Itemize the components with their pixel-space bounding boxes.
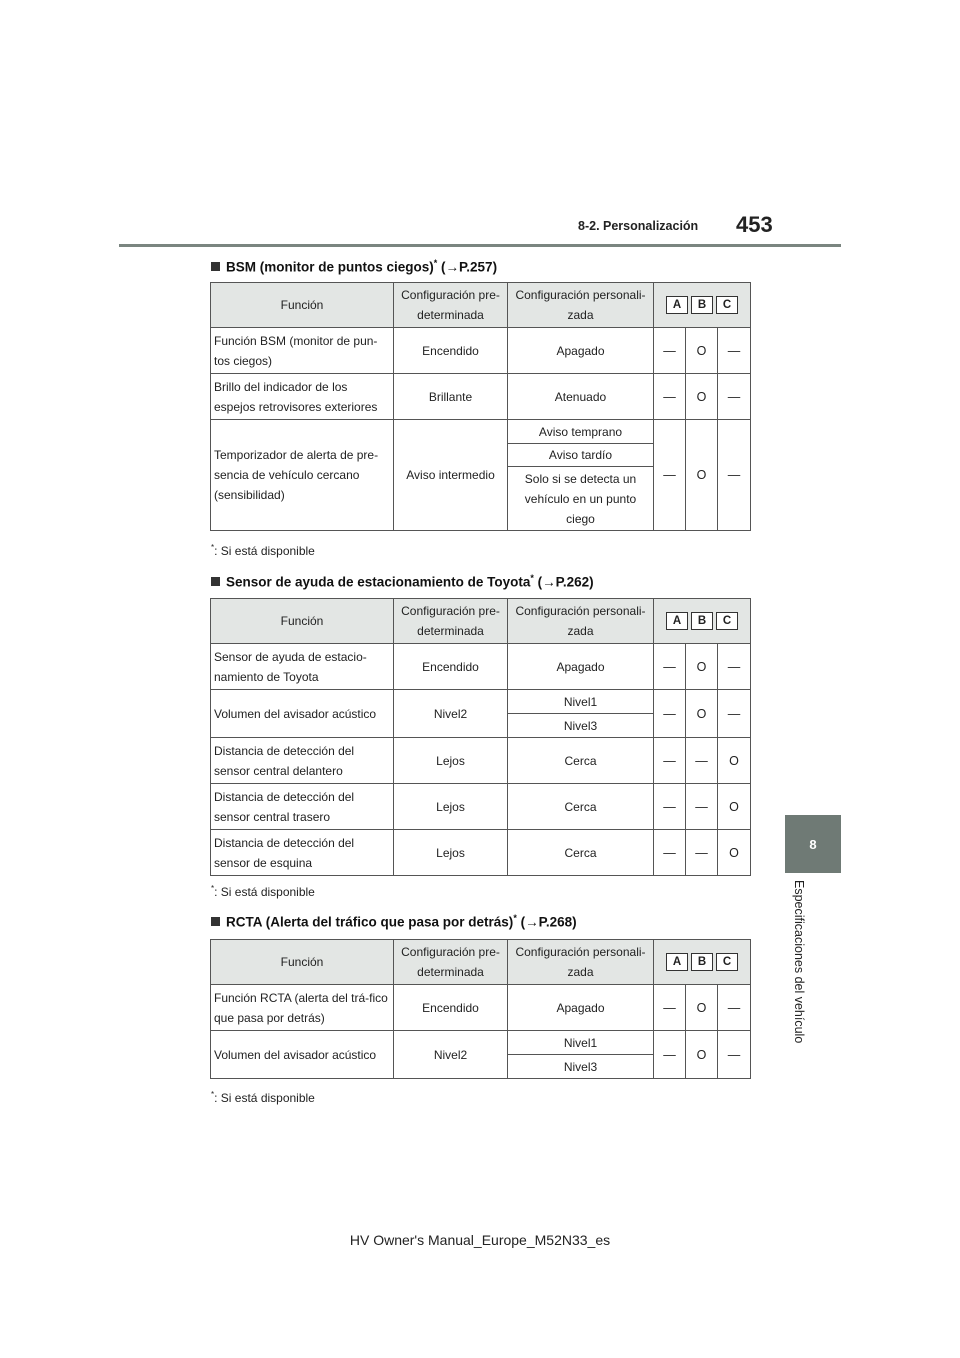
- col-header-abc: [654, 940, 751, 985]
- table-header-row: [211, 599, 751, 644]
- section-title-text: Sensor de ayuda de estacionamiento de Toyota: [226, 574, 531, 590]
- cell-b: O: [686, 328, 718, 374]
- cell-a: —: [654, 690, 686, 738]
- table-row: [211, 690, 751, 714]
- square-bullet-icon: [211, 262, 220, 271]
- asterisk: *: [530, 573, 534, 583]
- footnote-text: : Si está disponible: [214, 885, 315, 899]
- cell-funcion: Distancia de detección del sensor central trasero: [211, 784, 394, 830]
- col-header-funcion: Función: [211, 599, 394, 644]
- cell-a: —: [654, 420, 686, 531]
- cell-predeterminada: Nivel2: [394, 690, 508, 738]
- cell-a: —: [654, 374, 686, 420]
- cell-funcion: Sensor de ayuda de estacio-namiento de Toyota: [211, 644, 394, 690]
- footer-manual-name: HV Owner's Manual_Europe_M52N33_es: [349, 1232, 611, 1248]
- square-bullet-icon: [211, 577, 220, 586]
- cell-predeterminada: Encendido: [394, 328, 508, 374]
- col-header-funcion: Función: [211, 283, 394, 328]
- section-label: 8-2. Personalización: [578, 219, 699, 233]
- table-bsm: [210, 282, 751, 531]
- page-reference: (→P.268): [520, 914, 577, 930]
- table-header-row: [211, 940, 751, 985]
- cell-personalizada: Cerca: [508, 830, 654, 876]
- table-parking-sensor: [210, 598, 751, 876]
- cell-personalizada: Cerca: [508, 784, 654, 830]
- box-b: B: [691, 953, 713, 971]
- table-row: [211, 830, 751, 876]
- box-a: A: [666, 612, 688, 630]
- cell-personalizada: Nivel1: [508, 1031, 654, 1055]
- table-row: [211, 420, 751, 444]
- section-title-parking-sensor: [211, 573, 594, 590]
- box-c: C: [716, 296, 738, 314]
- table-row: [211, 738, 751, 784]
- table-row: [211, 644, 751, 690]
- box-c: C: [716, 953, 738, 971]
- table-row: [211, 784, 751, 830]
- page-reference: (→P.262): [537, 574, 594, 590]
- col-header-personalizada: Configuración personali-zada: [508, 283, 654, 328]
- asterisk: *: [513, 913, 517, 923]
- asterisk: *: [433, 258, 438, 268]
- cell-c: —: [718, 328, 751, 374]
- cell-a: —: [654, 985, 686, 1031]
- chapter-title: Especificaciones del vehículo: [792, 880, 806, 1044]
- cell-personalizada: Apagado: [508, 328, 654, 374]
- cell-c: —: [718, 985, 751, 1031]
- cell-b: —: [686, 738, 718, 784]
- cell-predeterminada: Encendido: [394, 985, 508, 1031]
- footnote: [211, 1090, 315, 1105]
- col-header-abc: [654, 283, 751, 328]
- cell-predeterminada: Lejos: [394, 738, 508, 784]
- cell-predeterminada: Brillante: [394, 374, 508, 420]
- cell-personalizada: Solo si se detecta un vehículo en un punto ciego: [508, 467, 654, 531]
- cell-b: O: [686, 644, 718, 690]
- cell-predeterminada: Nivel2: [394, 1031, 508, 1079]
- cell-funcion: Distancia de detección del sensor de esquina: [211, 830, 394, 876]
- cell-predeterminada: Aviso intermedio: [394, 420, 508, 531]
- cell-c: —: [718, 690, 751, 738]
- cell-b: O: [686, 1031, 718, 1079]
- square-bullet-icon: [211, 917, 220, 926]
- box-b: B: [691, 612, 713, 630]
- table-header-row: [211, 283, 751, 328]
- cell-predeterminada: Lejos: [394, 784, 508, 830]
- cell-a: —: [654, 830, 686, 876]
- box-b: B: [691, 296, 713, 314]
- table-row: [211, 328, 751, 374]
- footnote-mark: *: [211, 1090, 215, 1099]
- cell-funcion: Función BSM (monitor de pun-tos ciegos): [211, 328, 394, 374]
- footnote-mark: *: [211, 543, 215, 552]
- cell-a: —: [654, 328, 686, 374]
- cell-b: —: [686, 784, 718, 830]
- cell-personalizada: Apagado: [508, 644, 654, 690]
- cell-personalizada: Apagado: [508, 985, 654, 1031]
- col-header-abc: [654, 599, 751, 644]
- cell-b: O: [686, 374, 718, 420]
- col-header-predeterminada: Configuración pre-determinada: [394, 940, 508, 985]
- cell-funcion: Función RCTA (alerta del trá-fico que pasa por detrás): [211, 985, 394, 1031]
- cell-funcion: Volumen del avisador acústico: [211, 690, 394, 738]
- section-title-text: BSM (monitor de puntos ciegos): [226, 259, 434, 275]
- cell-c: O: [718, 784, 751, 830]
- col-header-funcion: Función: [211, 940, 394, 985]
- footnote-mark: *: [211, 884, 215, 893]
- table-row: [211, 374, 751, 420]
- cell-personalizada: Atenuado: [508, 374, 654, 420]
- cell-predeterminada: Encendido: [394, 644, 508, 690]
- col-header-predeterminada: Configuración pre-determinada: [394, 283, 508, 328]
- footnote: [211, 884, 315, 899]
- cell-funcion: Distancia de detección del sensor central delantero: [211, 738, 394, 784]
- footnote-text: : Si está disponible: [214, 544, 315, 558]
- page-reference: (→P.257): [441, 259, 498, 275]
- col-header-personalizada: Configuración personali-zada: [508, 940, 654, 985]
- box-a: A: [666, 953, 688, 971]
- table-rcta: [210, 939, 751, 1079]
- cell-predeterminada: Lejos: [394, 830, 508, 876]
- cell-a: —: [654, 644, 686, 690]
- cell-personalizada: Aviso tardío: [508, 444, 654, 467]
- box-c: C: [716, 612, 738, 630]
- cell-funcion: Volumen del avisador acústico: [211, 1031, 394, 1079]
- cell-c: O: [718, 830, 751, 876]
- cell-c: —: [718, 374, 751, 420]
- footnote-text: : Si está disponible: [214, 1091, 315, 1105]
- cell-personalizada: Nivel3: [508, 1055, 654, 1079]
- cell-c: —: [718, 644, 751, 690]
- footnote: [211, 543, 315, 558]
- cell-personalizada: Nivel1: [508, 690, 654, 714]
- col-header-predeterminada: Configuración pre-determinada: [394, 599, 508, 644]
- cell-personalizada: Nivel3: [508, 714, 654, 738]
- cell-b: —: [686, 830, 718, 876]
- cell-funcion: Temporizador de alerta de pre-sencia de vehículo cercano (sensibilidad): [211, 420, 394, 531]
- cell-b: O: [686, 690, 718, 738]
- table-row: [211, 1031, 751, 1055]
- section-title-bsm: [211, 258, 497, 275]
- section-title-text: RCTA (Alerta del tráfico que pasa por detrás): [226, 914, 514, 930]
- cell-c: —: [718, 1031, 751, 1079]
- cell-a: —: [654, 784, 686, 830]
- cell-c: —: [718, 420, 751, 531]
- cell-funcion: Brillo del indicador de los espejos retrovisores exteriores: [211, 374, 394, 420]
- cell-personalizada: Cerca: [508, 738, 654, 784]
- col-header-personalizada: Configuración personali-zada: [508, 599, 654, 644]
- cell-b: O: [686, 985, 718, 1031]
- cell-personalizada: Aviso temprano: [508, 420, 654, 444]
- table-row: [211, 985, 751, 1031]
- header-rule: [119, 244, 841, 247]
- chapter-tab: 8: [785, 815, 841, 873]
- cell-a: —: [654, 738, 686, 784]
- box-a: A: [666, 296, 688, 314]
- cell-c: O: [718, 738, 751, 784]
- section-title-rcta: [211, 913, 577, 930]
- cell-a: —: [654, 1031, 686, 1079]
- page-number: 453: [736, 212, 773, 237]
- cell-b: O: [686, 420, 718, 531]
